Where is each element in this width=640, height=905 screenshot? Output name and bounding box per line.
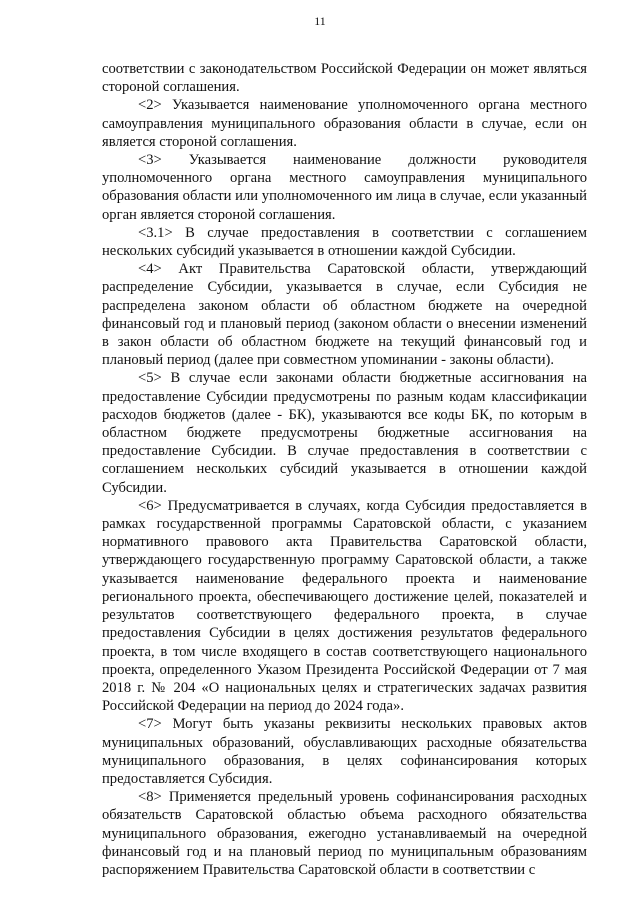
footnote-7: <7> Могут быть указаны реквизиты нескольких правовых актов муниципальных образований, обуславливающих расходные обязательства муниципального образования, в целях софинансирования которых предоставляется Субсидия. (102, 716, 587, 787)
footnote-3-1: <3.1> В случае предоставления в соответствии с соглашением нескольких субсидий указывается в отношении каждой Субсидии. (102, 224, 587, 260)
footnote-8: <8> Применяется предельный уровень софинансирования расходных обязательств Саратовской областью объема расходного обязательства муниципального образования, ежегодно устанавливаемый на очередной финансовый год и на плановый период по муниципальным образованиям распоряжением Правительства Саратовской области в соответствии с (102, 789, 587, 878)
paragraph-continuation: соответствии с законодательством Российской Федерации он может являться стороной соглашения. (102, 61, 587, 96)
document-body (102, 60, 587, 879)
footnote-2: <2> Указывается наименование уполномоченного органа местного самоуправления муниципального образования области в случае, если он является стороной соглашения. (102, 97, 587, 150)
footnote-5: <5> В случае если законами области бюджетные ассигнования на предоставление Субсидии предусмотрены по разным кодам классификации расходов бюджетов (далее - БК), указываются все коды БК, по которым в областном бюджете предусмотрены бюджетные ассигнования на предоставление Субсидии. В случае предоставления в соответствии с соглашением нескольких субсидий указывается в отношении каждой Субсидии. (102, 370, 587, 496)
footnote-4: <4> Акт Правительства Саратовской области, утверждающий распределение Субсидии, указывается в случае, если Субсидия не распределена законом области об областном бюджете на очередной финансовый год и плановый период (законом области о внесении изменений в закон области об областном бюджете на текущий финансовый год и плановый период (далее при совместном упоминании - законы области). (102, 261, 587, 369)
footnote-6: <6> Предусматривается в случаях, когда Субсидия предоставляется в рамках государственной программы Саратовской области, с указанием нормативного правового акта Правительства Саратовской области, утверждающего государственную программу Саратовской области, а также указывается наименование федерального проекта и наименование регионального проекта, обеспечивающего достижение целей, показателей и результатов соответствующего федерального проекта, в случае предоставления Субсидии в целях достижения результатов федерального проекта, в том числе входящего в состав соответствующего национального проекта, определенного Указом Президента Российской Федерации от 7 мая 2018 г. № 204 «О национальных целях и стратегических задачах развития Российской Федерации на период до 2024 года». (102, 497, 587, 715)
footnote-3: <3> Указывается наименование должности руководителя уполномоченного органа местного самоуправления муниципального образования области или уполномоченного им лица в случае, если указанный орган является стороной соглашения. (102, 152, 587, 223)
page-number: 11 (314, 14, 326, 28)
